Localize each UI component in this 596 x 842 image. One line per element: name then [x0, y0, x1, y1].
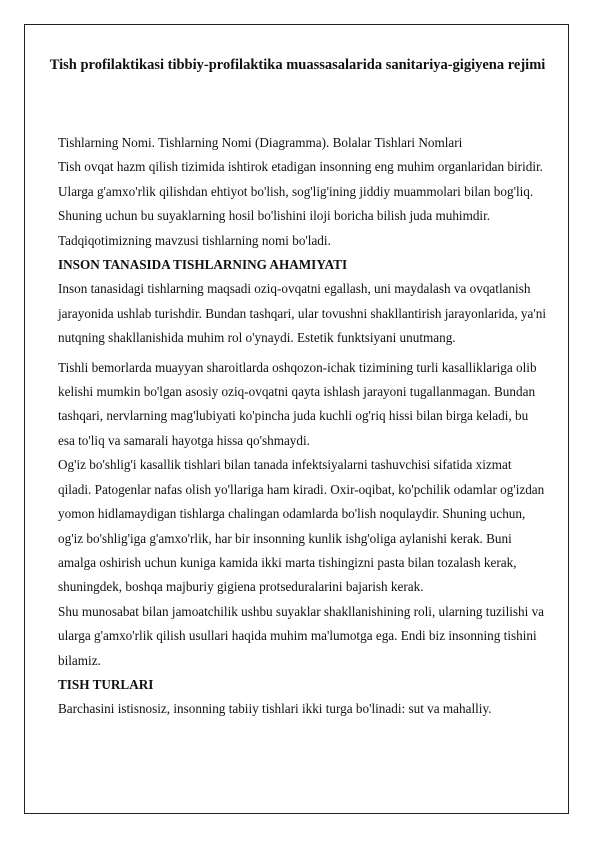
intro-line: Tishlarning Nomi. Tishlarning Nomi (Diagramma). Bolalar Tishlari Nomlari — [58, 135, 463, 150]
document-title: Tish profilaktikasi tibbiy-profilaktika muassasalarida sanitariya-gigiyena rejimi — [49, 57, 546, 73]
paragraph-oral-hygiene: Og'iz bo'shlig'i kasallik tishlari bilan tanada infektsiyalarni tashuvchisi sifatida xizmat qiladi. Patogenlar nafas olish yo'llariga ham kiradi. Oxir-oqibat, ko'pchilik odamlar og'izdan yomon hidlamaydigan tishlarga chalingan odamlarda bo'lish noqulaydir. Shuning uchun, og'iz bo'shlig'iga g'amxo'rlik, har bir insonning kunlik ishg'oliga aylanishi kerak. Buni amalga oshirish uchun kuniga kamida ikki marta tishingizni pasta bilan tozalash kerak, shuningdek, boshqa majburiy gigiena protseduralarini bajarish kerak. — [58, 457, 545, 595]
paragraph-teeth-types: Barchasini istisnosiz, insonning tabiiy tishlari ikki turga bo'linadi: sut va mahalliy. — [58, 701, 492, 717]
section-heading-types: TISH TURLARI — [58, 676, 154, 692]
paragraph-teeth-importance: Tish ovqat hazm qilish tizimida ishtirok etadigan insonning eng muhim organlaridan biridir. Ularga g'amxo'rlik qilishdan ehtiyot bo'lish, sog'lig'ining jiddiy muammolari bilan bog'liq. Shuning uchun bu suyaklarning hosil bo'lishini iloji boricha bilish juda muhimdir. Tadqiqotimizning mavzusi tishlarning nomi bo'ladi. — [58, 159, 543, 248]
paragraph-digestive-issues: Tishli bemorlarda muayyan sharoitlarda oshqozon-ichak tizimining turli kasalliklariga olib kelishi mumkin bo'lgan asosiy oziq-ovqatni qayta ishlash jarayoni tugallanmagan. Bundan tashqari, nervlarning mag'lubiyati ko'pincha juda kuchli og'riq hissi bilan birga keladi, bu esa to'liq va samarali hayotga hissa qo'shmaydi. — [58, 359, 537, 448]
paragraph-public-awareness: Shu munosabat bilan jamoatchilik ushbu suyaklar shakllanishining roli, ularning tuzilishi va ularga g'amxo'rlik qilish usullari haqida muhim ma'lumotga ega. Endi biz insonning tishini bilamiz. — [58, 603, 545, 668]
section-heading-importance: INSON TANASIDA TISHLARNING AHAMIYATI — [58, 257, 348, 273]
paragraph-teeth-purpose: Inson tanasidagi tishlarning maqsadi oziq-ovqatni egallash, uni maydalash va ovqatlanish jarayonida ushlab turishdir. Bundan tashqari, ular tovushni shakllantirish jarayonlarida, ya'ni nutqning shakllanishida muhim rol o'ynaydi. Estetik funktsiyani unutmang. — [58, 281, 547, 346]
document-body — [58, 131, 548, 722]
